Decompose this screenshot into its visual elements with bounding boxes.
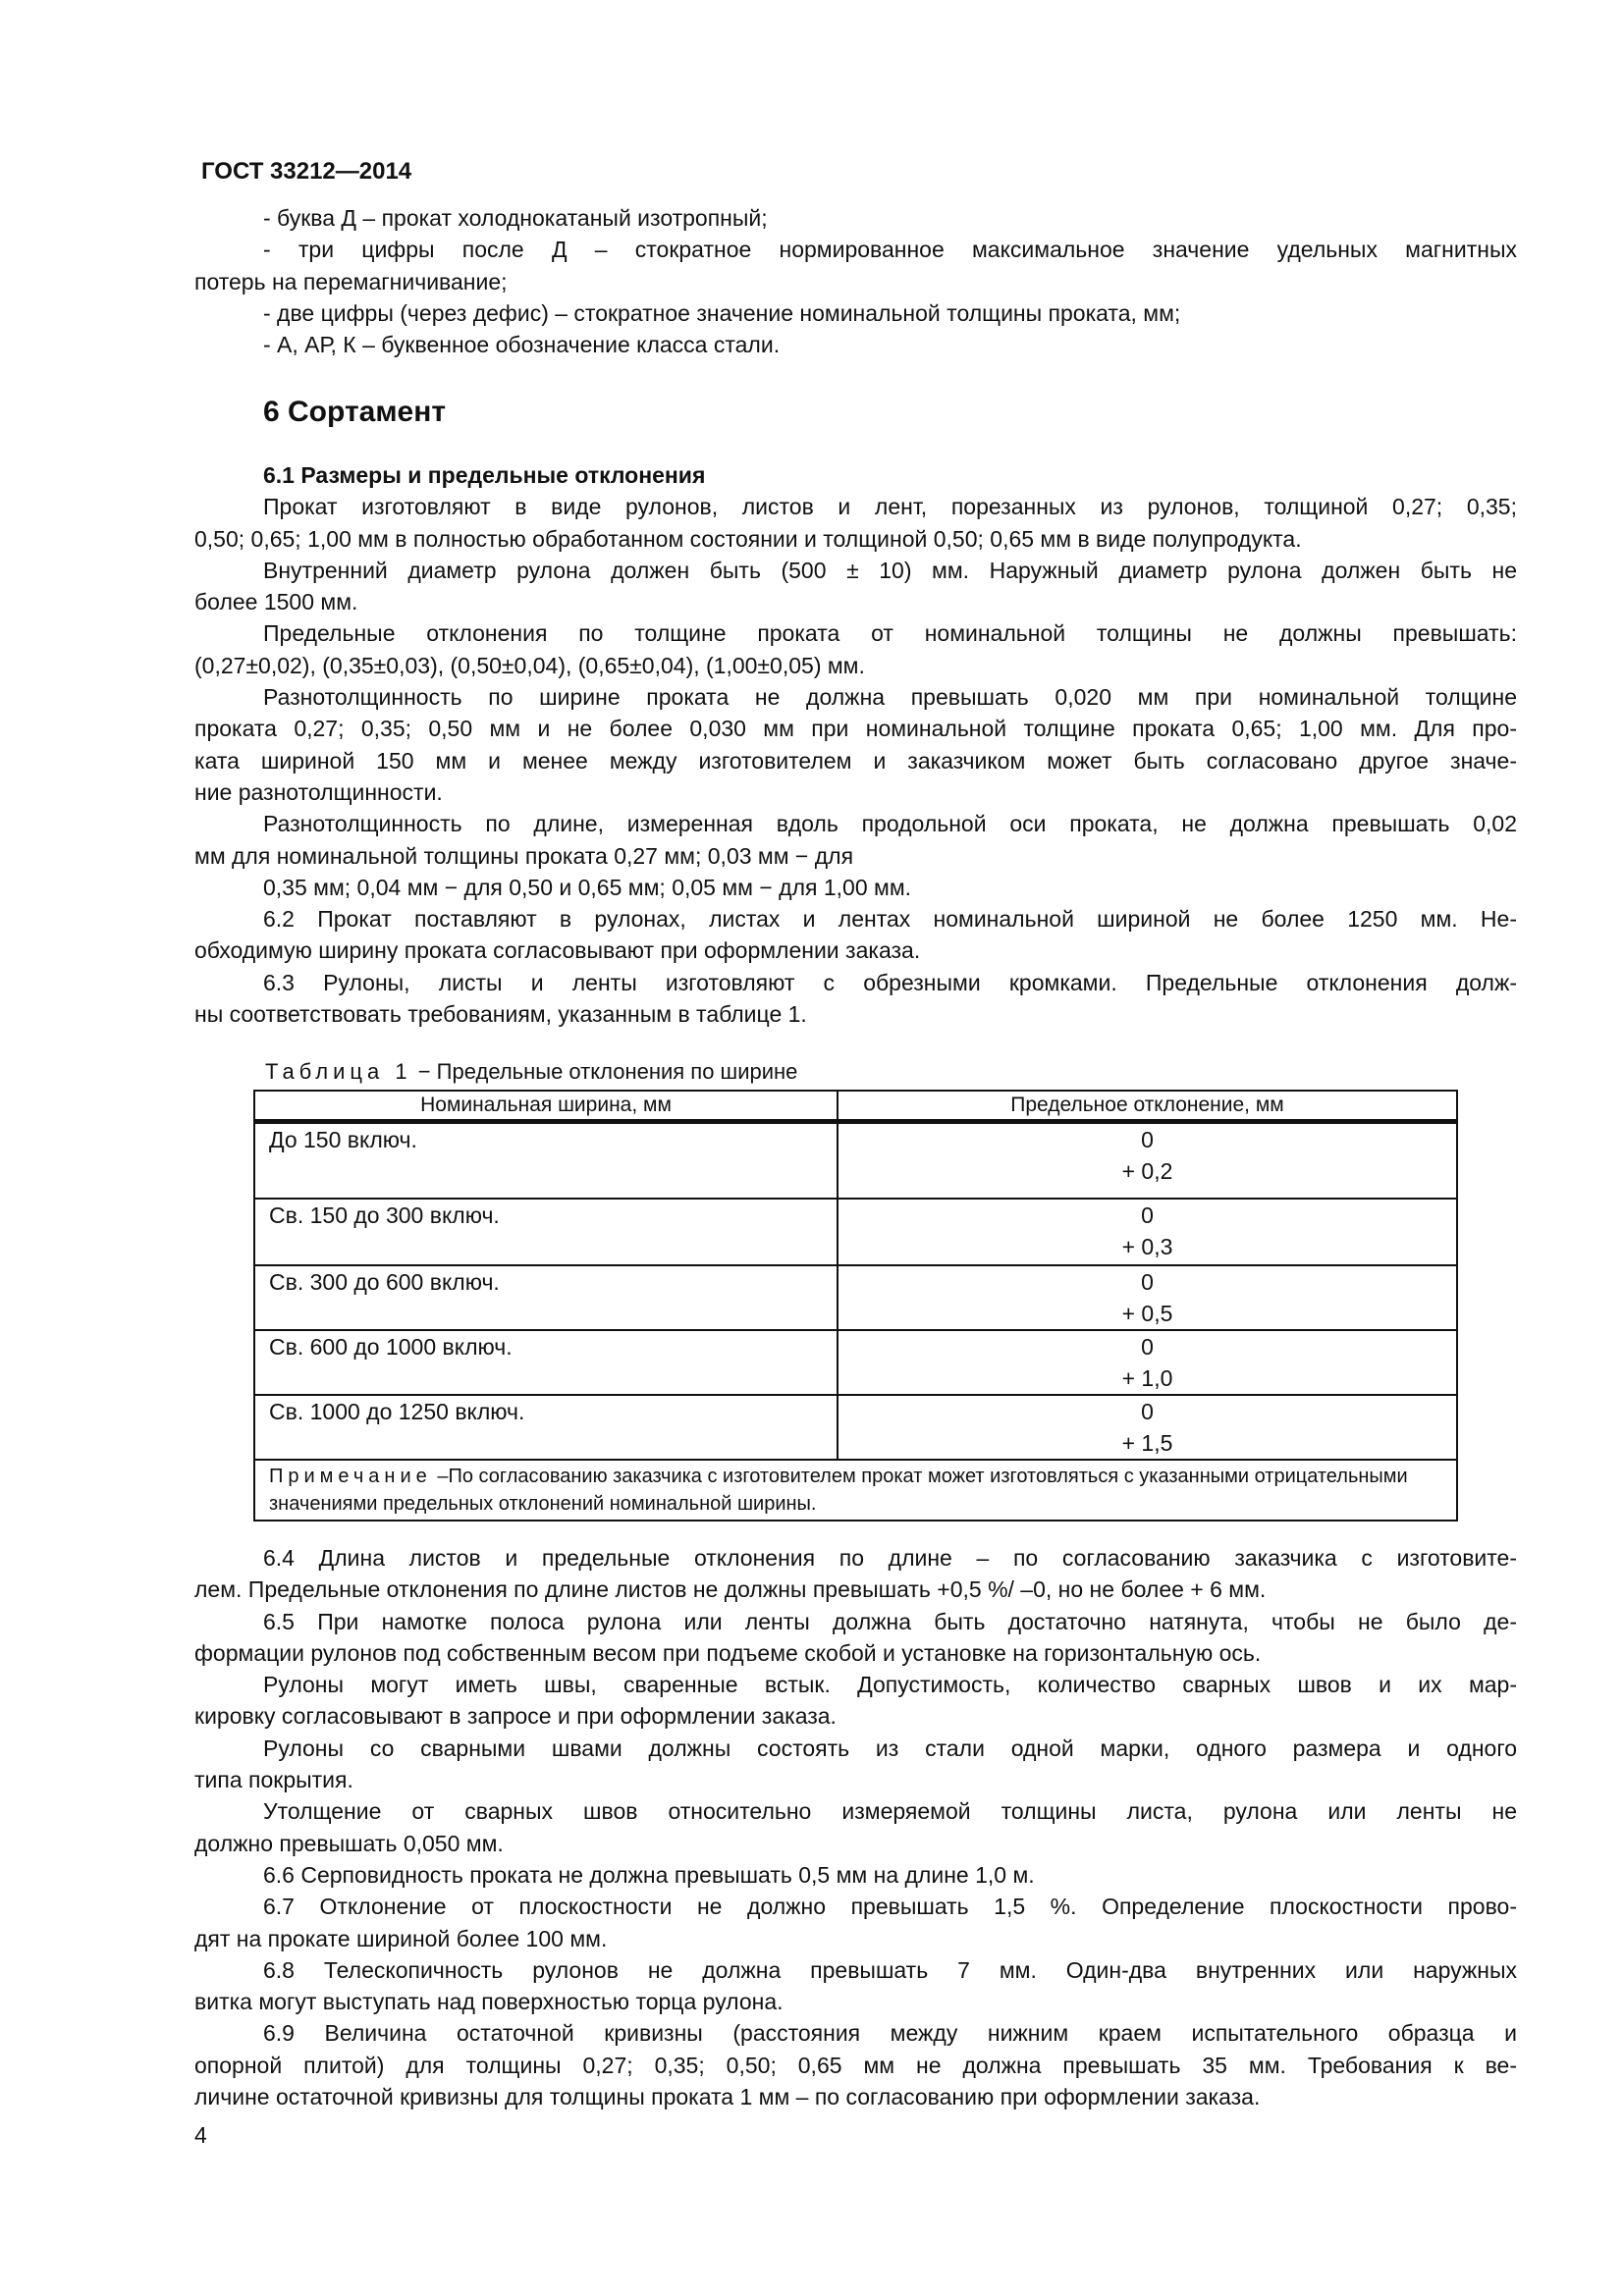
text-line: личине остаточной кривизны для толщины проката 1 мм – по согласованию при оформлении заказа. [194, 2084, 1261, 2110]
paragraph [194, 967, 1517, 1031]
deviation-upper: + 0,5 [1121, 1300, 1173, 1326]
paragraph [194, 1606, 1517, 1670]
deviation-cell [838, 1199, 1457, 1265]
document-header: ГОСТ 33212—2014 [201, 158, 412, 185]
paragraph [194, 808, 1517, 872]
deviation-upper: + 0,2 [1121, 1158, 1173, 1184]
deviation-cell [838, 1265, 1457, 1330]
text-line: должно превышать 0,050 мм. [194, 1830, 504, 1856]
paragraph [194, 234, 1517, 297]
paragraph [194, 1669, 1517, 1733]
text-line: - буква Д – прокат холоднокатаный изотропный; [263, 205, 768, 231]
text-line: Разнотолщинность по длине, измеренная вдоль продольной оси проката, не должна превышать 0,02 [263, 811, 1517, 837]
text-line: обходимую ширину проката согласовывают при оформлении заказа. [194, 937, 921, 964]
text-line: 0,35 мм; 0,04 мм − для 0,50 и 0,65 мм; 0,05 мм − для 1,00 мм. [263, 874, 912, 900]
nominal-width-cell: Св. 150 до 300 включ. [254, 1199, 838, 1265]
paragraph [194, 1859, 1517, 1891]
text-line: формации рулонов под собственным весом при подъеме скобой и установке на горизонтальную ось. [194, 1639, 1262, 1666]
table-row [254, 1199, 1457, 1265]
nominal-width-cell: Св. 300 до 600 включ. [254, 1265, 838, 1330]
text-line: 6.2 Прокат поставляют в рулонах, листах и лентах номинальной шириной не более 1250 мм. Не- [263, 906, 1517, 933]
table-caption-text: − Предельные отклонения по ширине [411, 1059, 798, 1084]
paragraph [194, 903, 1517, 967]
note-text: –По согласованию заказчика с изготовителем прокат может изготовляться с указанными отрицательными значениями предельных отклонений номинальной ширины. [269, 1465, 1408, 1515]
text-line: ны соответствовать требованиям, указанным в таблице 1. [194, 1001, 807, 1028]
paragraph [194, 1542, 1517, 1606]
table-note-row [254, 1460, 1457, 1521]
paragraph [194, 329, 1517, 360]
text-line: дят на прокате шириной более 100 мм. [194, 1925, 608, 1951]
text-line: мм для номинальной толщины проката 0,27 мм; 0,03 мм − для [194, 842, 854, 869]
paragraph [194, 202, 1517, 234]
subsection-heading: 6.1 Размеры и предельные отклонения [263, 462, 706, 488]
text-line: 6.5 При намотке полоса рулона или ленты должна быть достаточно натянута, чтобы не было де- [263, 1608, 1517, 1634]
paragraph [194, 681, 1517, 808]
text-line: - три цифры после Д – стократное нормированное максимальное значение удельных магнитных [263, 237, 1517, 263]
page-number: 4 [194, 2122, 207, 2148]
text-line: кировку согласовывают в запросе и при оформлении заказа. [194, 1703, 837, 1730]
text-line: Внутренний диаметр рулона должен быть (500 ± 10) мм. Наружный диаметр рулона должен быть не [263, 557, 1517, 583]
text-line: 0,50; 0,65; 1,00 мм в полностью обработанном состоянии и толщиной 0,50; 0,65 мм в виде полупродукта. [194, 525, 1302, 552]
deviation-lower: 0 [1141, 1333, 1154, 1360]
deviation-upper: + 0,3 [1121, 1233, 1173, 1259]
designation-list [194, 202, 1517, 360]
deviation-upper: + 1,0 [1121, 1364, 1173, 1391]
deviation-cell [838, 1122, 1457, 1199]
text-line: - А, АР, К – буквенное обозначение класса стали. [263, 332, 781, 358]
note-label: Примечание [269, 1465, 432, 1487]
nominal-width-cell: Св. 1000 до 1250 включ. [254, 1395, 838, 1460]
paragraph [194, 872, 1517, 903]
paragraph [194, 555, 1517, 618]
table-row [254, 1330, 1457, 1395]
text-line: витка могут выступать над поверхностью торца рулона. [194, 1989, 784, 2015]
text-line: Рулоны могут иметь швы, сваренные встык. Допустимость, количество сварных швов и их мар- [263, 1672, 1517, 1698]
nominal-width-cell: До 150 включ. [254, 1122, 838, 1199]
text-line: потерь на перемагничивание; [194, 268, 508, 294]
text-line: Рулоны со сварными швами должны состоять из стали одной марки, одного размера и одного [263, 1735, 1517, 1761]
text-line: типа покрытия. [194, 1767, 353, 1793]
table-caption-prefix: Таблица 1 [265, 1059, 412, 1084]
paragraph [194, 1795, 1517, 1859]
deviation-lower: 0 [1141, 1268, 1154, 1295]
column-header-deviation: Предельное отклонение, мм [838, 1091, 1457, 1122]
deviation-lower: 0 [1141, 1127, 1154, 1152]
deviation-cell [838, 1330, 1457, 1395]
text-line: опорной плитой) для толщины 0,27; 0,35; 0,50; 0,65 мм не должна превышать 35 мм. Требования к ве- [194, 2052, 1517, 2078]
section-6-1-body [194, 491, 1517, 1030]
paragraph [194, 1733, 1517, 1796]
nominal-width-cell: Св. 600 до 1000 включ. [254, 1330, 838, 1395]
text-line: Прокат изготовляют в виде рулонов, листов и лент, порезанных из рулонов, толщиной 0,27; 0,35; [263, 494, 1517, 520]
text-line: ние разнотолщинности. [194, 778, 443, 805]
text-line: Разнотолщинность по ширине проката не должна превышать 0,020 мм при номинальной толщине [263, 684, 1517, 711]
paragraph [194, 1891, 1517, 1954]
table-header-row [254, 1091, 1457, 1122]
width-tolerance-table [253, 1090, 1458, 1522]
text-line: 6.9 Величина остаточной кривизны (расстояния между нижним краем испытательного образца и [263, 2020, 1517, 2047]
text-line: (0,27±0,02), (0,35±0,03), (0,50±0,04), (0,65±0,04), (1,00±0,05) мм. [194, 652, 865, 678]
text-line: более 1500 мм. [194, 589, 358, 615]
paragraph [194, 297, 1517, 329]
text-line: 6.7 Отклонение от плоскостности не должно превышать 1,5 %. Определение плоскостности прово- [263, 1894, 1517, 1920]
paragraph [194, 617, 1517, 681]
text-line: Утолщение от сварных швов относительно измеряемой толщины листа, рулона или ленты не [263, 1798, 1517, 1825]
text-line: 6.4 Длина листов и предельные отклонения по длине – по согласованию заказчика с изготовите- [263, 1545, 1517, 1571]
paragraph [194, 1954, 1517, 2018]
table-row [254, 1395, 1457, 1460]
table-note [254, 1460, 1457, 1521]
deviation-cell [838, 1395, 1457, 1460]
section-heading: 6 Сортамент [263, 396, 447, 428]
column-header-width: Номинальная ширина, мм [254, 1091, 838, 1122]
deviation-upper: + 1,5 [1121, 1429, 1173, 1456]
text-line: проката 0,27; 0,35; 0,50 мм и не более 0,030 мм при номинальной толщине проката 0,65; 1,00 мм. Для про- [194, 716, 1517, 742]
text-line: Предельные отклонения по толщине проката от номинальной толщины не должны превышать: [263, 620, 1517, 647]
text-line: - две цифры (через дефис) – стократное значение номинальной толщины проката, мм; [263, 299, 1181, 326]
paragraph [194, 2017, 1517, 2112]
text-line: ката шириной 150 мм и менее между изготовителем и заказчиком может быть согласовано другое значе- [194, 747, 1517, 774]
paragraph [194, 491, 1517, 555]
sections-6-4-to-6-9 [194, 1542, 1517, 2112]
table-row [254, 1265, 1457, 1330]
deviation-lower: 0 [1141, 1398, 1154, 1424]
text-line: 6.6 Серповидность проката не должна превышать 0,5 мм на длине 1,0 м. [263, 1861, 1035, 1888]
table-row [254, 1122, 1457, 1199]
text-line: лем. Предельные отклонения по длине листов не должны превышать +0,5 %/ –0, но не более + 6 мм. [194, 1576, 1267, 1603]
deviation-lower: 0 [1141, 1201, 1154, 1228]
table-caption [265, 1058, 797, 1086]
text-line: 6.3 Рулоны, листы и ленты изготовляют с обрезными кромками. Предельные отклонения долж- [263, 969, 1517, 995]
section-6-1 [194, 459, 1517, 1030]
text-line: 6.8 Телескопичность рулонов не должна превышать 7 мм. Один-два внутренних или наружных [263, 1956, 1517, 1983]
